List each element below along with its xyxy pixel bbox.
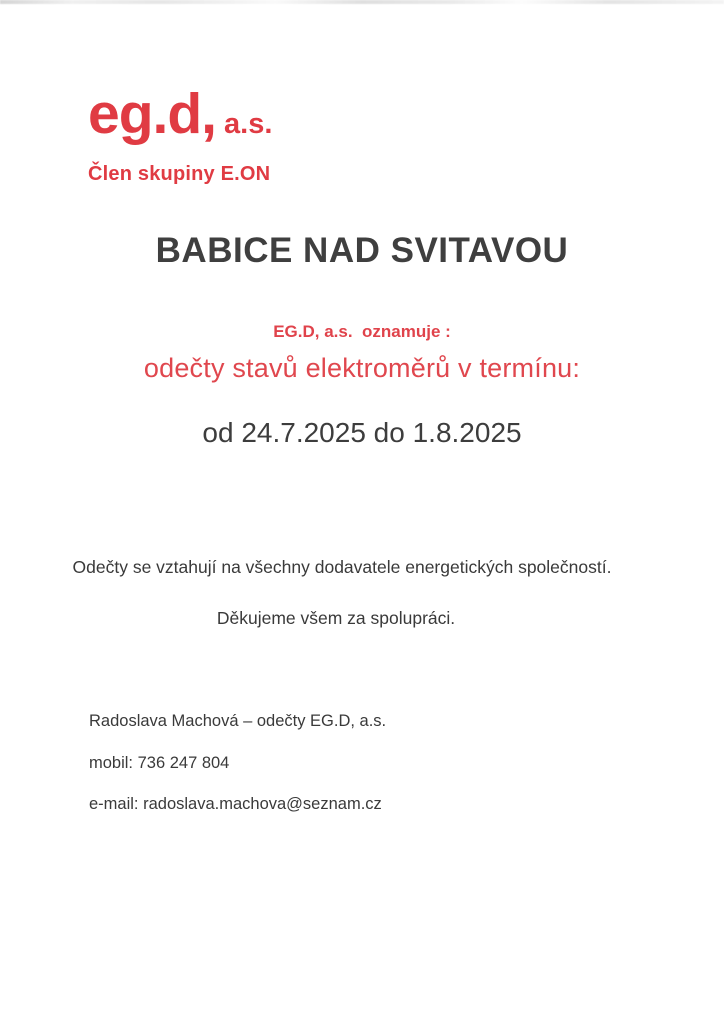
body-paragraph-suppliers: Odečty se vztahují na všechny dodavatele energetických společností.	[72, 557, 612, 577]
body-paragraph-thanks: Děkujeme všem za spolupráci.	[216, 608, 456, 628]
contact-mobile: mobil: 736 247 804	[89, 754, 230, 772]
reading-date-range: od 24.7.2025 do 1.8.2025	[202, 417, 522, 448]
egd-logo-tagline: Člen skupiny E.ON	[88, 163, 271, 185]
announcement-subject: odečty stavů elektroměrů v termínu:	[143, 353, 581, 383]
announcement-heading: EG.D, a.s. oznamuje :	[273, 322, 451, 341]
egd-logo-suffix: a.s.	[224, 108, 273, 140]
scan-artifact-line	[0, 0, 724, 4]
page-title: BABICE NAD SVITAVOU	[155, 231, 569, 270]
contact-name: Radoslava Machová – odečty EG.D, a.s.	[89, 712, 387, 730]
contact-email: e-mail: radoslava.machova@seznam.cz	[89, 795, 382, 813]
egd-logo	[88, 82, 273, 146]
egd-logo-wordmark: eg.d,	[88, 82, 217, 146]
